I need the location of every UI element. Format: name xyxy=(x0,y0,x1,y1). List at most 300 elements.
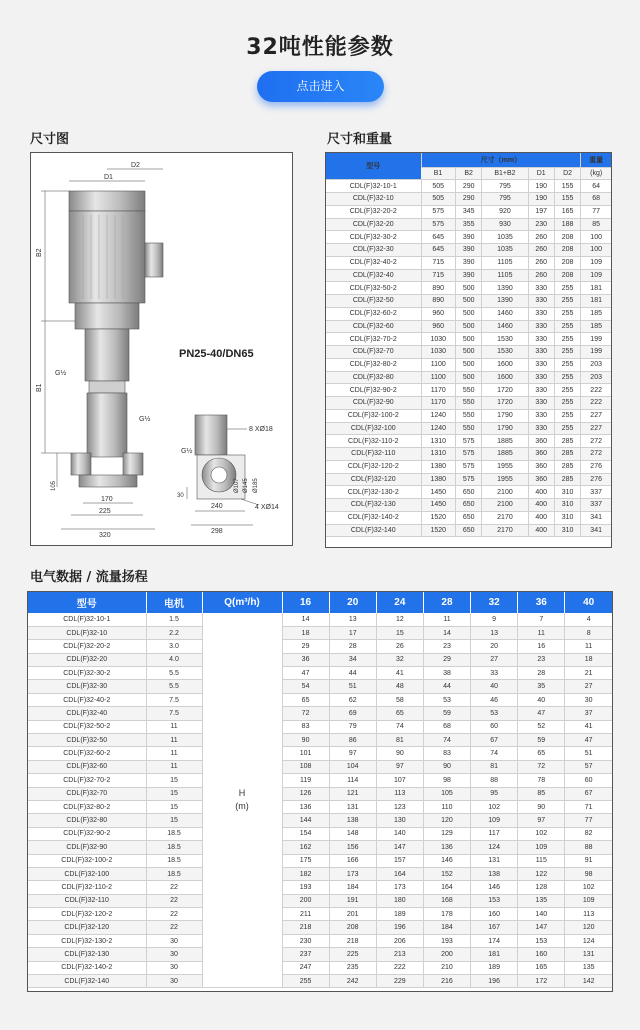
flow-cell-motor: 15 xyxy=(146,774,202,787)
dims-cell: 255 xyxy=(554,371,580,384)
flow-cell-head: 48 xyxy=(376,680,423,693)
flow-cell-head: 53 xyxy=(471,707,518,720)
flow-cell-head: 52 xyxy=(518,720,565,733)
label-g-mid: G½ xyxy=(139,416,151,423)
dims-cell: 390 xyxy=(455,231,481,244)
flow-row xyxy=(28,760,612,773)
dims-cell: 360 xyxy=(528,473,554,486)
label-w298: 298 xyxy=(211,528,223,535)
flow-cell-head: 211 xyxy=(282,908,329,921)
dims-weight-table xyxy=(325,152,612,548)
flow-cell-head: 13 xyxy=(329,613,376,626)
flow-cell-head: 90 xyxy=(376,747,423,760)
flow-cell-head: 131 xyxy=(329,800,376,813)
flow-cell-head: 113 xyxy=(565,908,612,921)
flow-row xyxy=(28,774,612,787)
flow-cell-model: CDL(F)32-110-2 xyxy=(28,881,146,894)
flow-header-cell: 32 xyxy=(471,592,518,613)
flow-cell-head: 74 xyxy=(471,747,518,760)
flow-cell-motor: 11 xyxy=(146,734,202,747)
flow-row xyxy=(28,908,612,921)
flow-cell-head: 230 xyxy=(282,934,329,947)
dims-cell: 1105 xyxy=(482,256,528,269)
dims-row xyxy=(326,269,611,282)
dims-cell: 255 xyxy=(554,409,580,422)
flow-cell-motor: 18.5 xyxy=(146,867,202,880)
dims-cell: 272 xyxy=(581,435,611,448)
dims-cell: 290 xyxy=(455,193,481,206)
flow-cell-head: 47 xyxy=(282,667,329,680)
flow-row xyxy=(28,867,612,880)
dims-row xyxy=(326,282,611,295)
flow-cell-head: 72 xyxy=(518,760,565,773)
dims-cell-model: CDL(F)32-100 xyxy=(326,422,421,435)
flow-row xyxy=(28,653,612,666)
dims-cell-model: CDL(F)32-90 xyxy=(326,397,421,410)
dims-cell: 360 xyxy=(528,448,554,461)
dims-cell: 330 xyxy=(528,397,554,410)
dims-cell: 255 xyxy=(554,295,580,308)
dims-cell: 155 xyxy=(554,193,580,206)
flow-cell-head: 41 xyxy=(565,720,612,733)
flow-cell-head: 13 xyxy=(471,626,518,639)
dims-row xyxy=(326,205,611,218)
dims-cell: 222 xyxy=(581,397,611,410)
flow-cell-model: CDL(F)32-100-2 xyxy=(28,854,146,867)
dims-col-kg: (kg) xyxy=(581,167,611,180)
flow-cell-head: 144 xyxy=(282,814,329,827)
flow-header-cell: 16 xyxy=(282,592,329,613)
flow-cell-head: 51 xyxy=(329,680,376,693)
dims-cell: 227 xyxy=(581,409,611,422)
flow-cell-head: 129 xyxy=(423,827,470,840)
dims-cell: 227 xyxy=(581,422,611,435)
flow-header-cell: 电机 xyxy=(146,592,202,613)
flow-header-cell: 型号 xyxy=(28,592,146,613)
dims-cell: 360 xyxy=(528,435,554,448)
flow-cell-head: 37 xyxy=(565,707,612,720)
flow-cell-model: CDL(F)32-140 xyxy=(28,975,146,988)
dims-row xyxy=(326,193,611,206)
flow-cell-model: CDL(F)32-30 xyxy=(28,680,146,693)
dims-cell: 390 xyxy=(455,244,481,257)
flow-cell-motor: 22 xyxy=(146,894,202,907)
flow-cell-head: 108 xyxy=(282,760,329,773)
flow-cell-head: 69 xyxy=(329,707,376,720)
flow-cell-motor: 30 xyxy=(146,948,202,961)
flow-row xyxy=(28,961,612,974)
flow-cell-head: 206 xyxy=(376,934,423,947)
dims-row xyxy=(326,231,611,244)
flow-cell-head: 191 xyxy=(329,894,376,907)
flow-cell-head: 102 xyxy=(471,800,518,813)
flow-cell-head: 78 xyxy=(518,774,565,787)
flow-cell-head: 181 xyxy=(471,948,518,961)
flow-cell-head: 124 xyxy=(471,841,518,854)
dims-cell: 960 xyxy=(421,307,455,320)
flow-cell-head: 59 xyxy=(423,707,470,720)
flow-cell-motor: 30 xyxy=(146,961,202,974)
dims-row xyxy=(326,473,611,486)
dims-header-size: 尺寸（mm） xyxy=(421,153,581,167)
flow-cell-head: 128 xyxy=(518,881,565,894)
flow-cell-head: 225 xyxy=(329,948,376,961)
pump-drawing-svg xyxy=(31,153,292,545)
flow-cell-head: 35 xyxy=(518,680,565,693)
dims-cell: 1035 xyxy=(482,231,528,244)
flow-cell-head: 213 xyxy=(376,948,423,961)
dims-cell: 1600 xyxy=(482,371,528,384)
outlet-flange-shape xyxy=(123,453,143,475)
dims-cell: 715 xyxy=(421,256,455,269)
dims-cell: 1600 xyxy=(482,358,528,371)
flow-cell-head: 222 xyxy=(376,961,423,974)
dims-cell: 199 xyxy=(581,333,611,346)
flow-cell-head: 184 xyxy=(329,881,376,894)
flow-cell-head: 85 xyxy=(518,787,565,800)
flow-cell-motor: 4.0 xyxy=(146,653,202,666)
flow-cell-model: CDL(F)32-60-2 xyxy=(28,747,146,760)
flow-cell-head: 65 xyxy=(518,747,565,760)
flow-cell-head: 165 xyxy=(518,961,565,974)
flow-cell-head: 97 xyxy=(518,814,565,827)
dims-cell: 550 xyxy=(455,409,481,422)
dims-cell: 330 xyxy=(528,295,554,308)
dims-cell: 255 xyxy=(554,384,580,397)
flow-cell-head: 27 xyxy=(565,680,612,693)
dims-cell: 1310 xyxy=(421,435,455,448)
dims-cell: 199 xyxy=(581,346,611,359)
flow-cell-head: 60 xyxy=(471,720,518,733)
flow-cell-head: 109 xyxy=(565,894,612,907)
flow-cell-head: 175 xyxy=(282,854,329,867)
dims-cell-model: CDL(F)32-140-2 xyxy=(326,511,421,524)
flow-cell-head: 105 xyxy=(423,787,470,800)
flow-cell-head: 142 xyxy=(565,975,612,988)
flow-cell-head: 178 xyxy=(423,908,470,921)
dims-cell: 500 xyxy=(455,371,481,384)
dims-row xyxy=(326,346,611,359)
flow-cell-head: 237 xyxy=(282,948,329,961)
dims-cell: 360 xyxy=(528,460,554,473)
flow-cell-head: 30 xyxy=(565,693,612,706)
dims-cell: 330 xyxy=(528,358,554,371)
flow-cell-head: 196 xyxy=(471,975,518,988)
flow-cell-model: CDL(F)32-70 xyxy=(28,787,146,800)
flow-cell-head: 242 xyxy=(329,975,376,988)
flow-cell-head: 193 xyxy=(282,881,329,894)
flow-cell-head: 18 xyxy=(565,653,612,666)
flow-cell-head: 28 xyxy=(329,640,376,653)
dims-cell: 650 xyxy=(455,524,481,537)
dims-cell: 255 xyxy=(554,346,580,359)
flow-cell-head: 7 xyxy=(518,613,565,626)
dims-cell: 197 xyxy=(528,205,554,218)
dims-cell-model: CDL(F)32-80 xyxy=(326,371,421,384)
dims-cell: 400 xyxy=(528,499,554,512)
flow-cell-head: 34 xyxy=(329,653,376,666)
flow-cell-head: 101 xyxy=(282,747,329,760)
flow-header-cell: 40 xyxy=(565,592,612,613)
dims-cell: 1520 xyxy=(421,524,455,537)
dims-cell: 272 xyxy=(581,448,611,461)
dims-cell: 795 xyxy=(482,193,528,206)
flow-cell-motor: 1.5 xyxy=(146,613,202,626)
flow-cell-head: 164 xyxy=(376,867,423,880)
flow-cell-head: 36 xyxy=(282,653,329,666)
flow-cell-head: 182 xyxy=(282,867,329,880)
dims-cell: 645 xyxy=(421,231,455,244)
flow-cell-head: 218 xyxy=(329,934,376,947)
flow-cell-model: CDL(F)32-110 xyxy=(28,894,146,907)
flow-h-label-cell xyxy=(202,613,282,988)
label-d1: D1 xyxy=(104,174,113,181)
flow-cell-model: CDL(F)32-40 xyxy=(28,707,146,720)
dims-cell-model: CDL(F)32-120 xyxy=(326,473,421,486)
dims-cell-model: CDL(F)32-20-2 xyxy=(326,205,421,218)
dims-cell: 100 xyxy=(581,244,611,257)
dims-row xyxy=(326,435,611,448)
flow-row xyxy=(28,720,612,733)
enter-button[interactable]: 点击进入 xyxy=(257,71,384,102)
dims-cell: 2170 xyxy=(482,524,528,537)
flow-cell-head: 32 xyxy=(376,653,423,666)
flow-cell-model: CDL(F)32-140-2 xyxy=(28,961,146,974)
dims-cell: 890 xyxy=(421,295,455,308)
dims-cell: 930 xyxy=(482,218,528,231)
dims-cell: 2100 xyxy=(482,499,528,512)
flow-cell-head: 11 xyxy=(423,613,470,626)
dims-cell: 1790 xyxy=(482,422,528,435)
dims-cell: 390 xyxy=(455,256,481,269)
dims-cell: 208 xyxy=(554,244,580,257)
flow-row xyxy=(28,948,612,961)
flow-cell-motor: 3.0 xyxy=(146,640,202,653)
flow-cell-head: 160 xyxy=(471,908,518,921)
flow-cell-head: 57 xyxy=(565,760,612,773)
flow-cell-model: CDL(F)32-120-2 xyxy=(28,908,146,921)
dims-cell: 1720 xyxy=(482,384,528,397)
flow-cell-head: 110 xyxy=(423,800,470,813)
dims-cell: 330 xyxy=(528,307,554,320)
flow-cell-head: 11 xyxy=(518,626,565,639)
dims-cell: 550 xyxy=(455,384,481,397)
flow-cell-head: 27 xyxy=(471,653,518,666)
dims-cell: 203 xyxy=(581,371,611,384)
flow-cell-model: CDL(F)32-20-2 xyxy=(28,640,146,653)
flow-cell-head: 153 xyxy=(518,934,565,947)
flow-cell-head: 60 xyxy=(565,774,612,787)
flow-cell-head: 131 xyxy=(471,854,518,867)
flow-cell-head: 21 xyxy=(565,667,612,680)
flow-cell-model: CDL(F)32-90 xyxy=(28,841,146,854)
dims-cell-model: CDL(F)32-40-2 xyxy=(326,256,421,269)
dims-cell: 310 xyxy=(554,511,580,524)
flow-cell-model: CDL(F)32-30-2 xyxy=(28,667,146,680)
dims-cell: 1390 xyxy=(482,295,528,308)
dims-cell: 276 xyxy=(581,473,611,486)
dims-cell: 260 xyxy=(528,231,554,244)
dims-cell: 330 xyxy=(528,422,554,435)
dims-cell: 260 xyxy=(528,244,554,257)
dims-cell: 1520 xyxy=(421,511,455,524)
dims-cell: 285 xyxy=(554,448,580,461)
flow-cell-head: 193 xyxy=(423,934,470,947)
flow-cell-head: 117 xyxy=(471,827,518,840)
flow-cell-head: 97 xyxy=(376,760,423,773)
dims-cell-model: CDL(F)32-120-2 xyxy=(326,460,421,473)
flow-cell-head: 196 xyxy=(376,921,423,934)
dims-cell: 109 xyxy=(581,256,611,269)
dims-cell: 208 xyxy=(554,231,580,244)
flow-cell-head: 23 xyxy=(518,653,565,666)
dims-cell-model: CDL(F)32-70 xyxy=(326,346,421,359)
dims-cell: 203 xyxy=(581,358,611,371)
dims-cell: 795 xyxy=(482,180,528,193)
flow-cell-head: 138 xyxy=(329,814,376,827)
flow-cell-head: 121 xyxy=(329,787,376,800)
dims-cell-model: CDL(F)32-60 xyxy=(326,320,421,333)
flow-cell-head: 229 xyxy=(376,975,423,988)
flow-cell-head: 67 xyxy=(471,734,518,747)
flow-cell-head: 173 xyxy=(329,867,376,880)
side-pipe-shape xyxy=(195,415,227,455)
flow-cell-head: 54 xyxy=(282,680,329,693)
flow-head-table xyxy=(27,591,613,992)
dims-cell: 500 xyxy=(455,282,481,295)
dims-cell: 190 xyxy=(528,193,554,206)
dims-cell: 1035 xyxy=(482,244,528,257)
flow-cell-head: 115 xyxy=(518,854,565,867)
dims-cell: 1790 xyxy=(482,409,528,422)
dims-cell-model: CDL(F)32-50-2 xyxy=(326,282,421,295)
dims-cell: 290 xyxy=(455,180,481,193)
dims-row xyxy=(326,409,611,422)
flow-cell-head: 65 xyxy=(376,707,423,720)
dims-cell: 255 xyxy=(554,333,580,346)
flow-cell-model: CDL(F)32-130-2 xyxy=(28,934,146,947)
flow-row xyxy=(28,894,612,907)
dims-cell: 330 xyxy=(528,409,554,422)
dims-cell: 650 xyxy=(455,499,481,512)
dims-cell-model: CDL(F)32-140 xyxy=(326,524,421,537)
dims-cell: 260 xyxy=(528,256,554,269)
flow-cell-head: 184 xyxy=(423,921,470,934)
dims-row xyxy=(326,358,611,371)
motor-flange-shape xyxy=(75,303,139,329)
flow-cell-head: 136 xyxy=(282,800,329,813)
dims-cell: 1030 xyxy=(421,333,455,346)
flow-cell-head: 147 xyxy=(376,841,423,854)
dims-cell: 330 xyxy=(528,371,554,384)
dims-row xyxy=(326,256,611,269)
flow-cell-head: 107 xyxy=(376,774,423,787)
flow-cell-model: CDL(F)32-10-1 xyxy=(28,613,146,626)
flow-h-label: H xyxy=(238,788,246,799)
dims-row xyxy=(326,524,611,537)
flow-cell-motor: 5.5 xyxy=(146,680,202,693)
flow-cell-head: 98 xyxy=(423,774,470,787)
label-h30: 30 xyxy=(177,493,184,499)
flow-header-cell: 24 xyxy=(376,592,423,613)
flow-cell-head: 124 xyxy=(565,934,612,947)
flow-cell-motor: 15 xyxy=(146,787,202,800)
flow-cell-head: 29 xyxy=(282,640,329,653)
flow-cell-head: 71 xyxy=(565,800,612,813)
flow-cell-motor: 15 xyxy=(146,814,202,827)
dims-cell: 1885 xyxy=(482,435,528,448)
flow-cell-model: CDL(F)32-40-2 xyxy=(28,693,146,706)
flow-cell-head: 167 xyxy=(471,921,518,934)
dims-cell: 550 xyxy=(455,422,481,435)
label-bolts-top: 8 XØ18 xyxy=(249,426,273,433)
dims-cell-model: CDL(F)32-90-2 xyxy=(326,384,421,397)
dims-cell-model: CDL(F)32-130 xyxy=(326,499,421,512)
label-h105: 105 xyxy=(51,480,57,491)
flow-cell-head: 46 xyxy=(471,693,518,706)
flow-cell-head: 26 xyxy=(376,640,423,653)
dims-col-d2: D2 xyxy=(554,167,580,180)
dims-cell: 400 xyxy=(528,511,554,524)
dims-cell: 1240 xyxy=(421,422,455,435)
dims-cell: 208 xyxy=(554,256,580,269)
dims-row xyxy=(326,499,611,512)
flow-cell-head: 208 xyxy=(329,921,376,934)
flow-cell-head: 11 xyxy=(565,640,612,653)
dims-row xyxy=(326,320,611,333)
flow-cell-model: CDL(F)32-10 xyxy=(28,626,146,639)
dims-cell: 208 xyxy=(554,269,580,282)
dims-cell: 188 xyxy=(554,218,580,231)
dims-cell: 1955 xyxy=(482,460,528,473)
dims-cell: 890 xyxy=(421,282,455,295)
flow-cell-head: 174 xyxy=(471,934,518,947)
dims-col-b1b2: B1+B2 xyxy=(482,167,528,180)
dims-cell: 1030 xyxy=(421,346,455,359)
dims-col-b1: B1 xyxy=(421,167,455,180)
label-w320: 320 xyxy=(99,532,111,539)
dims-cell-model: CDL(F)32-10-1 xyxy=(326,180,421,193)
flow-cell-motor: 2.2 xyxy=(146,626,202,639)
flow-row xyxy=(28,881,612,894)
flow-cell-motor: 7.5 xyxy=(146,707,202,720)
flow-header-cell: 28 xyxy=(423,592,470,613)
flow-row xyxy=(28,734,612,747)
pump-head-shape xyxy=(85,329,129,381)
flow-cell-head: 90 xyxy=(518,800,565,813)
dims-cell: 165 xyxy=(554,205,580,218)
flow-header-cell: 20 xyxy=(329,592,376,613)
flow-cell-head: 62 xyxy=(329,693,376,706)
flow-cell-head: 162 xyxy=(282,841,329,854)
flow-cell-head: 166 xyxy=(329,854,376,867)
label-bolts-bottom: 4 XØ14 xyxy=(255,504,279,511)
flow-row xyxy=(28,827,612,840)
dims-cell: 345 xyxy=(455,205,481,218)
dims-cell: 337 xyxy=(581,499,611,512)
flow-cell-head: 109 xyxy=(518,841,565,854)
dims-cell: 190 xyxy=(528,180,554,193)
dims-cell: 960 xyxy=(421,320,455,333)
dims-cell-model: CDL(F)32-20 xyxy=(326,218,421,231)
dims-cell-model: CDL(F)32-10 xyxy=(326,193,421,206)
dims-cell: 260 xyxy=(528,269,554,282)
section-title-drawing: 尺寸图 xyxy=(30,132,70,147)
label-d145: Ø145 xyxy=(243,478,249,493)
label-w170: 170 xyxy=(101,496,113,503)
dims-cell: 1460 xyxy=(482,320,528,333)
flow-row xyxy=(28,747,612,760)
